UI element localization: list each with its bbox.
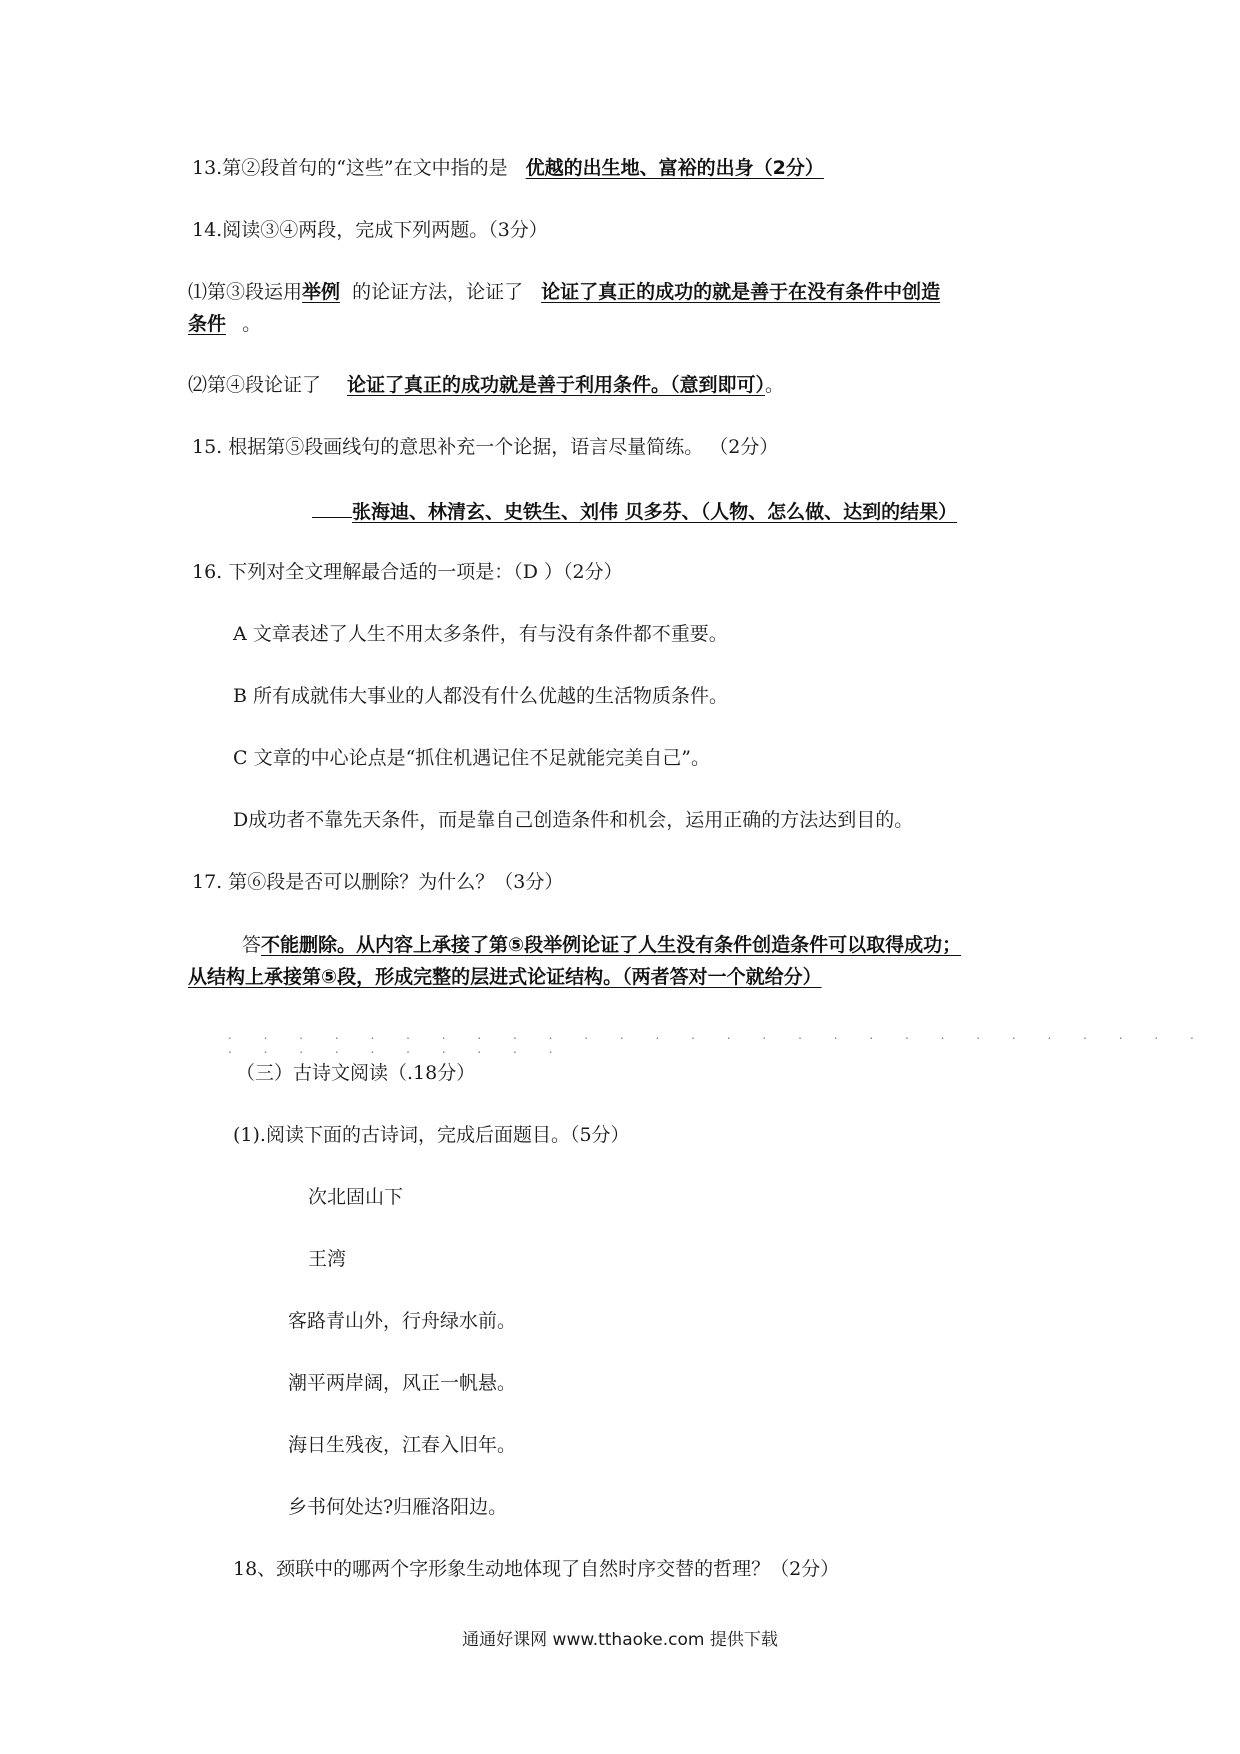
q16-option-d bbox=[233, 807, 913, 833]
q15-text: 15. 根据第⑤段画线句的意思补充一个论据，语言尽量简练。 （2分） bbox=[192, 436, 779, 458]
q16-text: 16. 下列对全文理解最合适的一项是：（D ）（2分） bbox=[192, 561, 623, 583]
q14-1-answer-a: 论证了真正的成功的就是善于在没有条件中创造 bbox=[541, 281, 941, 303]
question-17-answer-cont bbox=[188, 964, 822, 990]
q17-answer-a: 不能删除。从内容上承接了第⑤段举例论证了人生没有条件创造条件可以取得成功； bbox=[261, 934, 962, 956]
q16-option-a-text: A 文章表述了人生不用太多条件，有与没有条件都不重要。 bbox=[233, 623, 728, 645]
section-3-sub bbox=[233, 1122, 630, 1148]
question-15 bbox=[192, 434, 778, 460]
poem-line bbox=[288, 1308, 516, 1334]
question-14-1 bbox=[188, 279, 940, 305]
question-18 bbox=[233, 1556, 839, 1582]
q14-1-answer-b: 条件 bbox=[188, 313, 227, 335]
q14-2-end: 。 bbox=[765, 374, 785, 396]
question-17 bbox=[192, 869, 563, 895]
q16-option-c-text: C 文章的中心论点是“抓住机遇记住不足就能完美自己”。 bbox=[233, 747, 711, 769]
poem-line bbox=[288, 1494, 507, 1520]
poem-line-3: 海日生残夜，江春入旧年。 bbox=[288, 1434, 517, 1456]
q13-answer: 优越的出生地、富裕的出身（2分） bbox=[525, 157, 824, 179]
q17-prefix: 答 bbox=[242, 934, 262, 956]
q16-option-c bbox=[233, 745, 710, 771]
q17-answer-b: 从结构上承接第⑤段，形成完整的层进式论证结构。（两者答对一个就给分） bbox=[188, 966, 822, 988]
poem-author-text: 王湾 bbox=[308, 1248, 347, 1270]
dotted-separator: . . . . . . . . . . . . . . . . . . . . . . . . . . . . . . . . . . . . . . bbox=[228, 1028, 1208, 1056]
q14-1-prefix: ⑴第③段运用 bbox=[188, 281, 303, 303]
q15-answer: 张海迪、林清玄、史铁生、刘伟 贝多芬、（人物、怎么做、达到的结果） bbox=[352, 501, 958, 523]
q15-blank bbox=[312, 497, 352, 518]
question-14-1-cont bbox=[188, 311, 261, 337]
section-3-title bbox=[236, 1060, 475, 1086]
poem-line bbox=[288, 1432, 516, 1458]
poem-title bbox=[308, 1184, 403, 1210]
q14-text: 14.阅读③④两段，完成下列两题。（3分） bbox=[192, 219, 548, 241]
poem-line-2: 潮平两岸阔，风正一帆悬。 bbox=[288, 1372, 517, 1394]
q14-2-prefix: ⑵第④段论证了 bbox=[188, 374, 322, 396]
question-14-2 bbox=[188, 372, 784, 398]
question-13 bbox=[192, 155, 824, 181]
q14-1-middle: 的论证方法，论证了 bbox=[352, 281, 524, 303]
q18-text: 18、颈联中的哪两个字形象生动地体现了自然时序交替的哲理？（2分） bbox=[233, 1558, 840, 1580]
q16-option-a bbox=[233, 621, 728, 647]
q14-1-method: 举例 bbox=[302, 281, 341, 303]
q16-option-b bbox=[233, 683, 728, 709]
question-16 bbox=[192, 559, 623, 585]
question-14 bbox=[192, 217, 548, 243]
q17-text: 17. 第⑥段是否可以删除？为什么？（3分） bbox=[192, 871, 564, 893]
q13-prefix: 13.第②段首句的“这些”在文中指的是 bbox=[192, 157, 508, 179]
poem-line-1: 客路青山外，行舟绿水前。 bbox=[288, 1310, 517, 1332]
q16-option-b-text: B 所有成就伟大事业的人都没有什么优越的生活物质条件。 bbox=[233, 685, 729, 707]
page-footer[interactable]: 通通好课网 www.tthaoke.com 提供下载 bbox=[462, 1630, 778, 1650]
section-3-title-text: （三）古诗文阅读（.18分） bbox=[236, 1062, 476, 1084]
question-17-answer bbox=[242, 932, 961, 958]
poem-title-text: 次北固山下 bbox=[308, 1186, 404, 1208]
q14-1-end: 。 bbox=[242, 313, 262, 335]
section-3-sub-text: (1).阅读下面的古诗词，完成后面题目。（5分） bbox=[233, 1124, 630, 1146]
poem-author bbox=[308, 1246, 346, 1272]
q14-2-answer: 论证了真正的成功就是善于利用条件。（意到即可） bbox=[347, 374, 766, 396]
q16-option-d-text: D成功者不靠先天条件，而是靠自己创造条件和机会，运用正确的方法达到目的。 bbox=[233, 809, 914, 831]
question-15-answer bbox=[312, 497, 957, 525]
poem-line-4: 乡书何处达?归雁洛阳边。 bbox=[288, 1496, 508, 1518]
poem-line bbox=[288, 1370, 516, 1396]
